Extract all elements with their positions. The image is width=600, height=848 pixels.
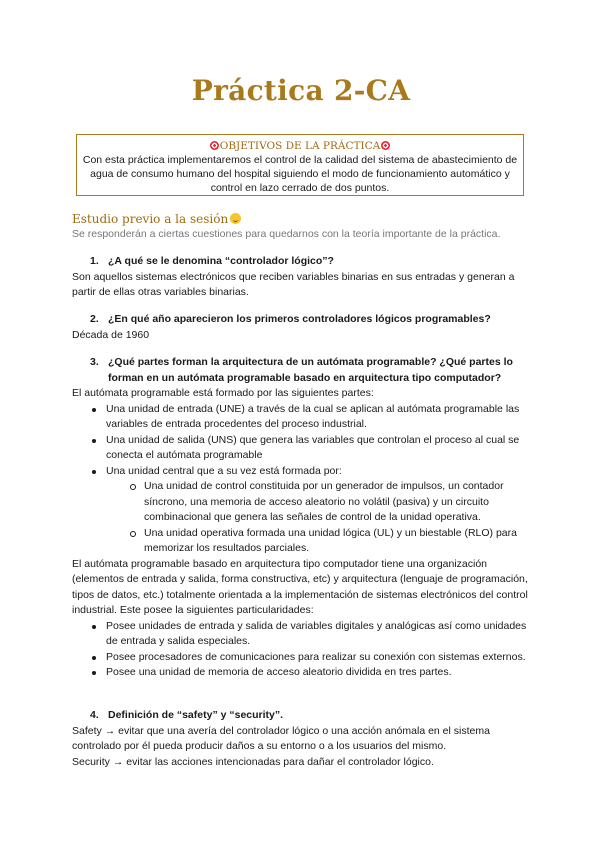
question-text: ¿A qué se le denomina “controlador lógico”? xyxy=(108,255,334,267)
list-item: Posee una unidad de memoria de acceso aleatorio dividida en tres partes. xyxy=(72,665,534,681)
question-3 xyxy=(72,355,534,681)
parts-list xyxy=(72,402,534,480)
safety-term: Safety xyxy=(72,724,102,737)
security-term: Security xyxy=(72,755,110,768)
question-text: ¿Qué partes forman la arquitectura de un autómata programable? ¿Qué partes lo forman en un autómata programable basado en arquitectura tipo computador? xyxy=(108,356,513,384)
answer-1: Son aquellos sistemas electrónicos que reciben variables binarias en sus entradas y generan a partir de ellas otras variables binarias. xyxy=(72,270,515,298)
answer-2: Década de 1960 xyxy=(72,328,150,341)
list-item: Posee unidades de entrada y salida de variables digitales y analógicas así como unidades de entrada y salida especiales. xyxy=(72,619,534,650)
question-number: 4. xyxy=(90,709,99,721)
question-number: 1. xyxy=(90,255,99,267)
list-item: Una unidad de salida (UNS) que genera las variables que controlan el proceso al cual se conecta el autómata programable xyxy=(72,433,534,464)
question-number: 2. xyxy=(90,313,99,325)
objectives-box xyxy=(76,134,524,196)
section-title xyxy=(72,212,241,226)
arrow-right-icon: → xyxy=(112,755,124,768)
answer-3-para2: El autómata programable basado en arquitectura tipo computador tiene una organización (elementos de entrada y salida, forma constructiva, etc) y arquitectura (lenguaje de programación, tipos de datos, etc.) totalmente orientada a la implementación de sistemas electrónicos del control industrial. Este posee la siguientes particularidades: xyxy=(72,557,528,616)
objectives-heading xyxy=(77,140,523,153)
question-2 xyxy=(72,312,534,343)
question-text: Definición de “safety” y “security”. xyxy=(108,709,284,721)
objectives-heading-text: OBJETIVOS DE LA PRÁCTICA xyxy=(219,140,381,152)
question-3-heading xyxy=(72,355,534,386)
arrow-right-icon: → xyxy=(104,724,116,737)
question-4-heading xyxy=(72,708,534,724)
answer-3-intro: El autómata programable está formado por las siguientes partes: xyxy=(72,387,374,399)
list-item: Posee procesadores de comunicaciones para realizar su conexión con sistemas externos. xyxy=(72,650,534,666)
smiley-icon xyxy=(230,213,241,224)
list-item: Una unidad de control constituida por un generador de impulsos, un contador síncrono, una memoria de acceso aleatorio no volátil (pasiva) y un circuito combinacional que genera las señales de control de la unidad operativa. xyxy=(72,479,534,526)
section-title-text: Estudio previo a la sesión xyxy=(72,212,229,226)
list-item: Una unidad de entrada (UNE) a través de la cual se aplican al autómata programable las variables de entrada procedentes del proceso industrial. xyxy=(72,402,534,433)
question-2-heading xyxy=(72,312,534,328)
security-text: evitar las acciones intencionadas para dañar el controlador lógico. xyxy=(126,755,434,768)
central-unit-list xyxy=(72,479,534,557)
target-icon xyxy=(381,141,390,150)
safety-definition xyxy=(72,724,534,755)
page-title: Práctica 2-CA xyxy=(191,74,411,107)
list-item: Una unidad central que a su vez está formada por: xyxy=(72,464,534,480)
particularities-list xyxy=(72,619,534,681)
question-1-heading xyxy=(72,254,534,270)
security-definition xyxy=(72,755,534,771)
list-item: Una unidad operativa formada una unidad lógica (UL) y un biestable (RLO) para memorizar los resultados parciales. xyxy=(72,526,534,557)
section-subtitle: Se responderán a ciertas cuestiones para quedarnos con la teoría importante de la práctica. xyxy=(72,228,501,240)
safety-text: evitar que una avería del controlador lógico o una acción anómala en el sistema controlado por él pueda producir daños a su entorno o a los usuarios del mismo. xyxy=(72,724,490,752)
question-text: ¿En qué año aparecieron los primeros controladores lógicos programables? xyxy=(108,313,491,325)
target-icon xyxy=(210,141,219,150)
question-4 xyxy=(72,708,534,770)
objectives-text: Con esta práctica implementaremos el control de la calidad del sistema de abastecimiento de agua de consumo humano del hospital siguiendo el modo de funcionamiento automático y control en lazo cerrado de dos puntos. xyxy=(82,154,518,194)
question-number: 3. xyxy=(90,356,99,368)
question-1 xyxy=(72,254,534,301)
